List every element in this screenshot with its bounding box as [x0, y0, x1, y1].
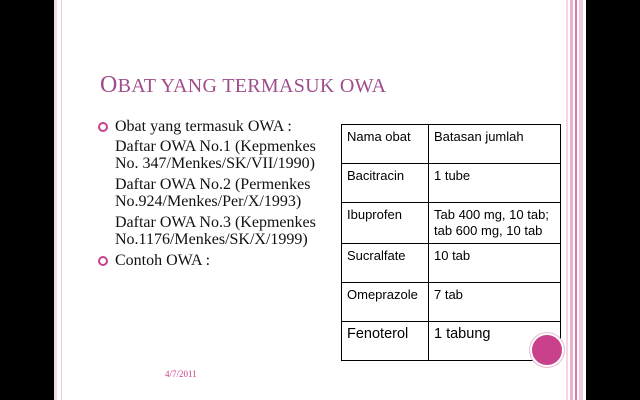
table-cell: 1 tube: [429, 164, 561, 203]
table-cell: Omeprazole: [342, 283, 429, 322]
table-cell: Bacitracin: [342, 164, 429, 203]
bullet-text: Obat yang termasuk OWA :: [115, 118, 292, 135]
sub-bullet: Daftar OWA No.3 (Kepmenkes No.1176/Menkes/SK/X/1999): [115, 214, 316, 248]
bullet-text: Contoh OWA :: [115, 252, 211, 269]
table-header-cell: Batasan jumlah: [429, 125, 561, 164]
decorative-circle-icon: [530, 333, 564, 367]
table-header-row: [342, 125, 561, 164]
table-row: [342, 283, 561, 322]
table-cell: 7 tab: [429, 283, 561, 322]
sub-bullet: Daftar OWA No.2 (Permenkes No.924/Menkes/Per/X/1993): [115, 176, 311, 210]
table-row: [342, 203, 561, 244]
table-row: [342, 164, 561, 203]
title-text: BAT YANG TERMASUK OWA: [117, 75, 387, 97]
table-cell: Ibuprofen: [342, 203, 429, 244]
bullet-item: [98, 252, 338, 269]
slide: [54, 0, 586, 400]
table-cell: 10 tab: [429, 244, 561, 283]
table-row: [342, 244, 561, 283]
title-initial: O: [100, 72, 118, 98]
bullet-list: [98, 118, 338, 272]
table-cell: Tab 400 mg, 10 tab; tab 600 mg, 10 tab: [429, 203, 561, 244]
bullet-ring-icon: [98, 122, 108, 132]
bullet-item: [98, 118, 338, 135]
slide-date: 4/7/2011: [165, 369, 197, 379]
table-row: [342, 322, 561, 361]
sub-bullet: Daftar OWA No.1 (Kepmenkes No. 347/Menkes/SK/VII/1990): [115, 138, 316, 172]
owa-table: [341, 124, 561, 361]
table-header-cell: Nama obat: [342, 125, 429, 164]
table-cell: 1 tabung: [429, 322, 561, 361]
table-cell: Fenoterol: [342, 322, 429, 361]
table-cell: Sucralfate: [342, 244, 429, 283]
bullet-ring-icon: [98, 256, 108, 266]
slide-title: [100, 72, 386, 99]
slide-left-border: [54, 0, 64, 400]
slide-right-border: [566, 0, 586, 400]
